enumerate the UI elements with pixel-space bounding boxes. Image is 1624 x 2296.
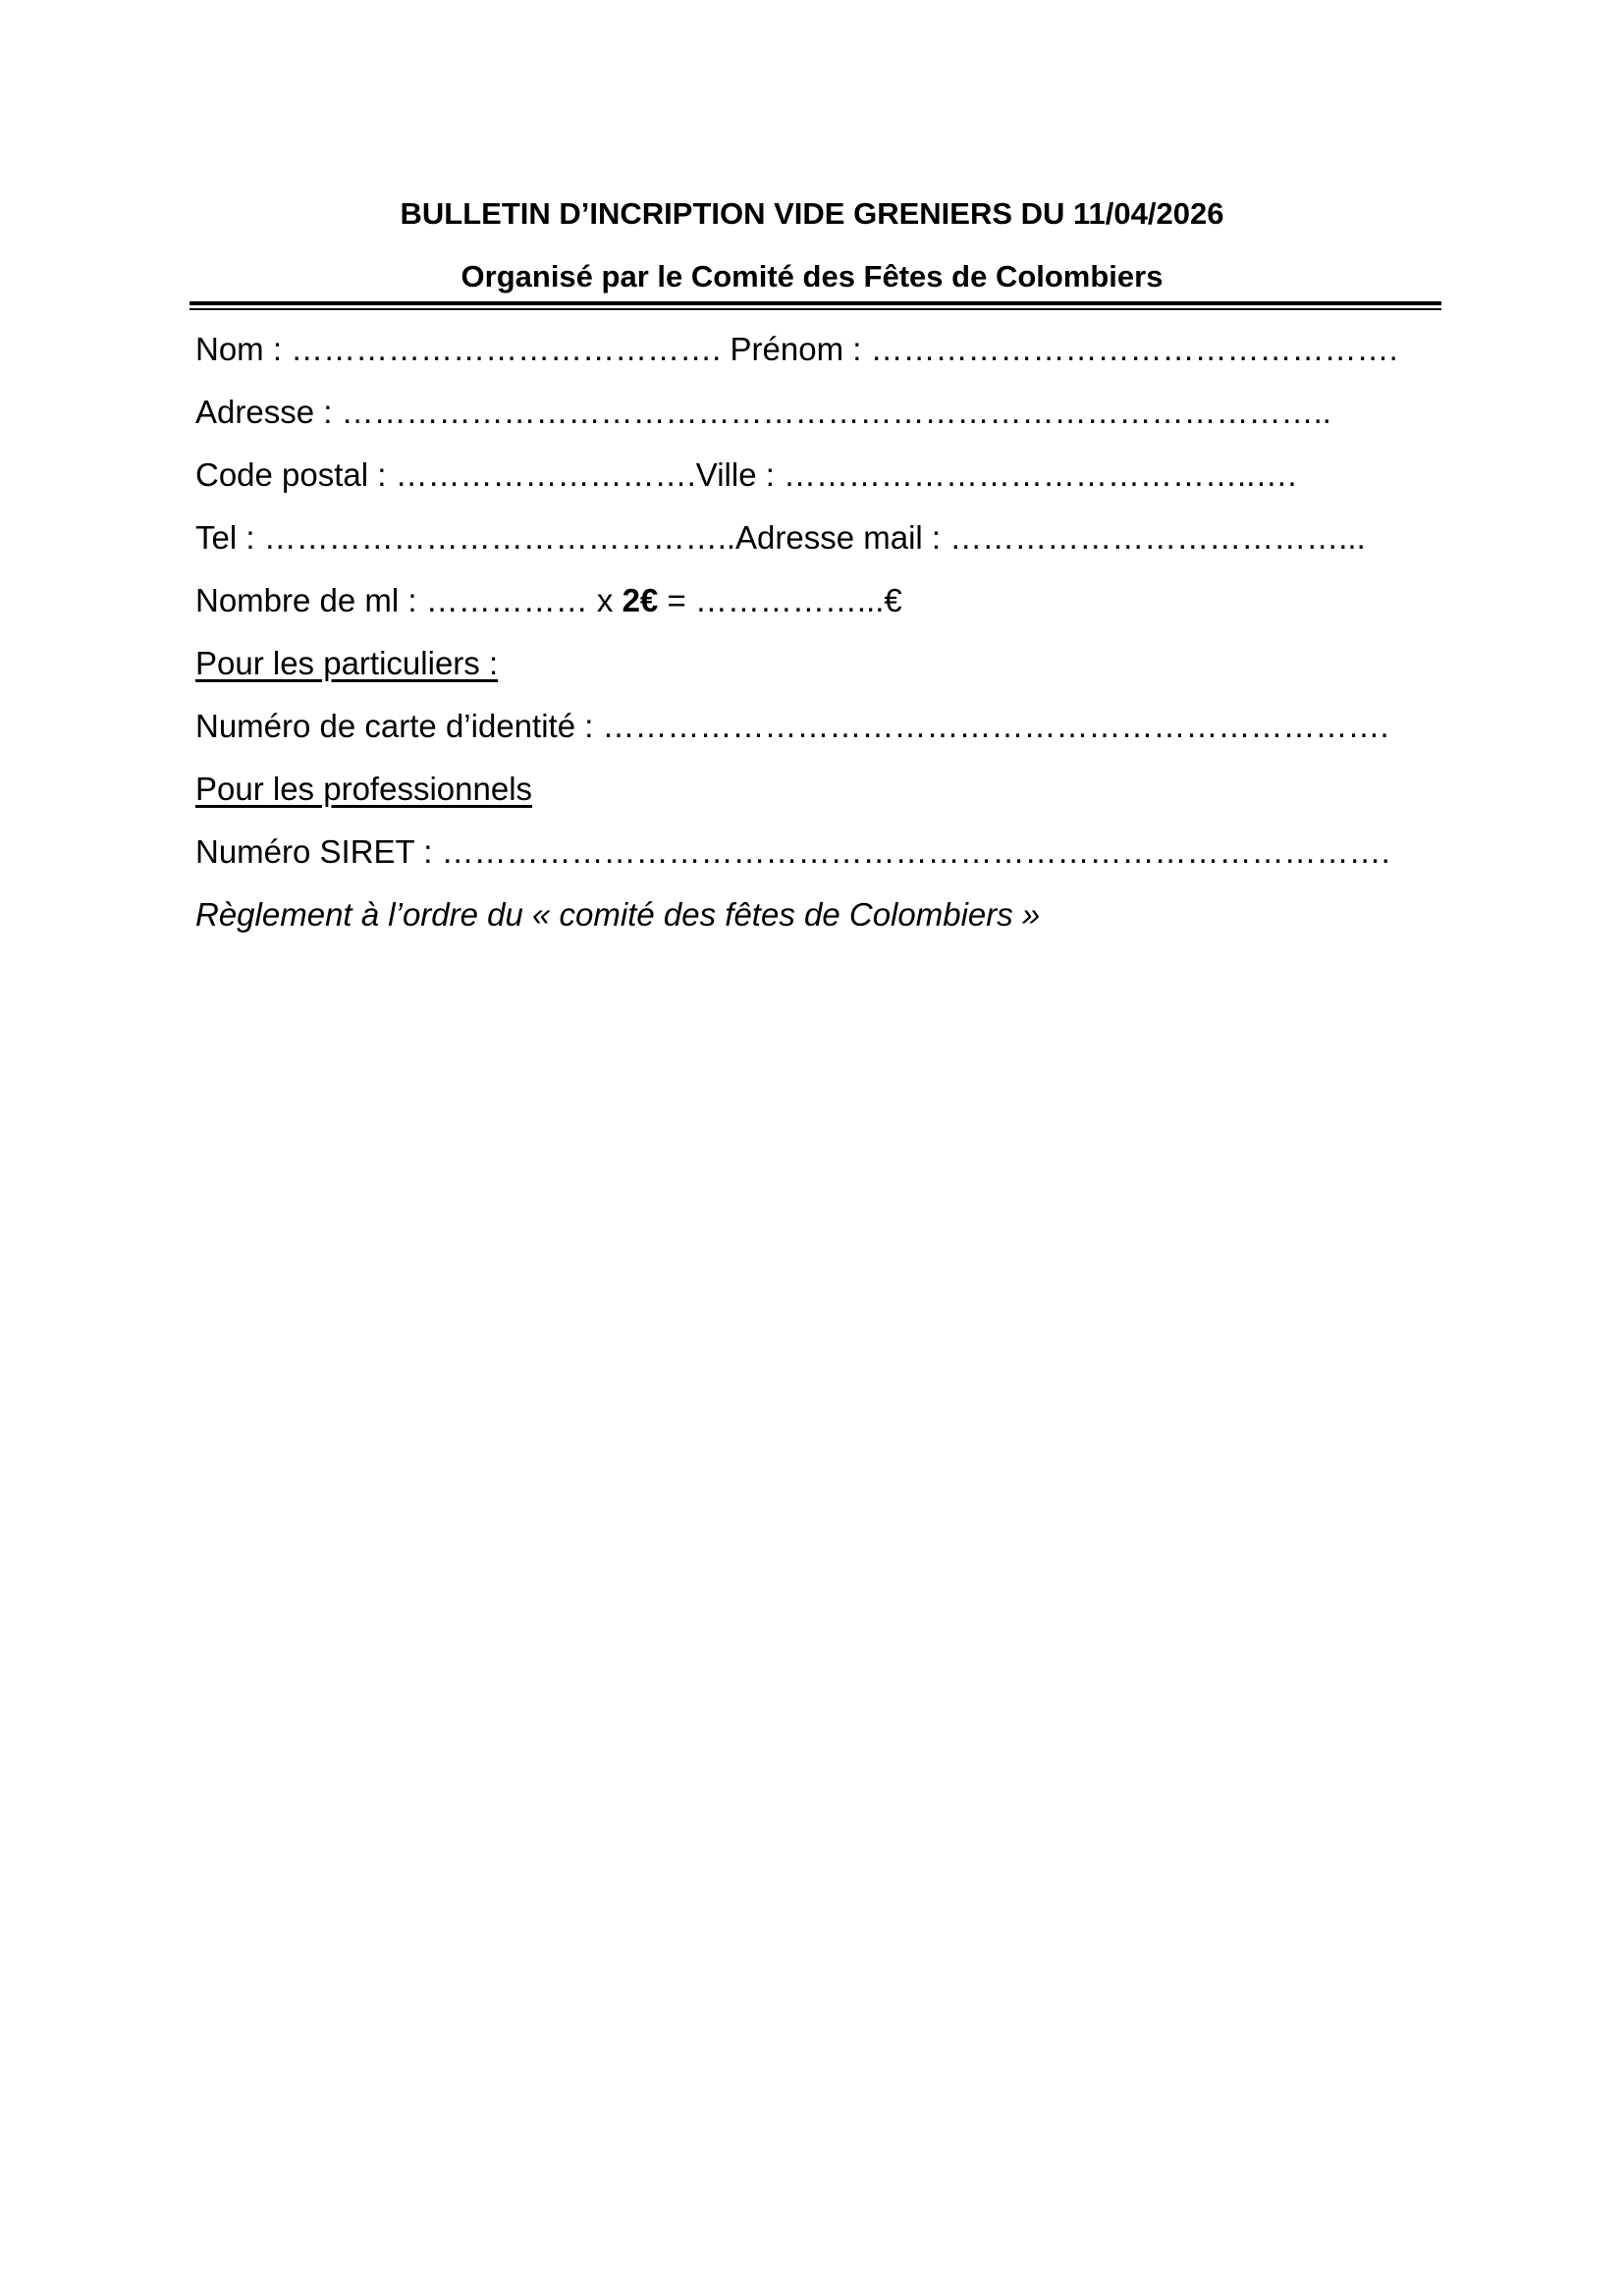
payment-note: Règlement à l’ordre du « comité des fêtes de Colombiers » <box>195 896 1041 933</box>
heading-rule-thick <box>189 301 1441 305</box>
field-nom-prenom: Nom : …………………………………. Prénom : …………………………………………. <box>195 331 1398 367</box>
heading-rule-thin <box>189 308 1441 310</box>
nombre-ml-total: = ……………...€ <box>658 582 902 618</box>
section-professionnels: Pour les professionnels <box>195 771 533 807</box>
nombre-ml-label: Nombre de ml : …………… x <box>195 582 623 618</box>
price-per-ml: 2€ <box>622 582 659 618</box>
field-siret: Numéro SIRET : ……………………………………………………………………………. <box>195 833 1390 870</box>
field-adresse: Adresse : ……………………………………………………………………………….. <box>195 394 1331 430</box>
field-code-postal-ville: Code postal : ……………………….Ville : ……………………………………..…. <box>195 456 1297 493</box>
section-particuliers: Pour les particuliers : <box>195 645 499 681</box>
document-title: BULLETIN D’INCRIPTION VIDE GRENIERS DU 11/04/2026 <box>400 196 1224 231</box>
field-nombre-ml <box>195 582 902 619</box>
field-carte-identite: Numéro de carte d’identité : ………………………………………………………………. <box>195 708 1389 744</box>
document-subtitle: Organisé par le Comité des Fêtes de Colombiers <box>460 259 1164 294</box>
field-tel-mail: Tel : ……………………………………..Adresse mail : ………………………………... <box>195 519 1366 556</box>
